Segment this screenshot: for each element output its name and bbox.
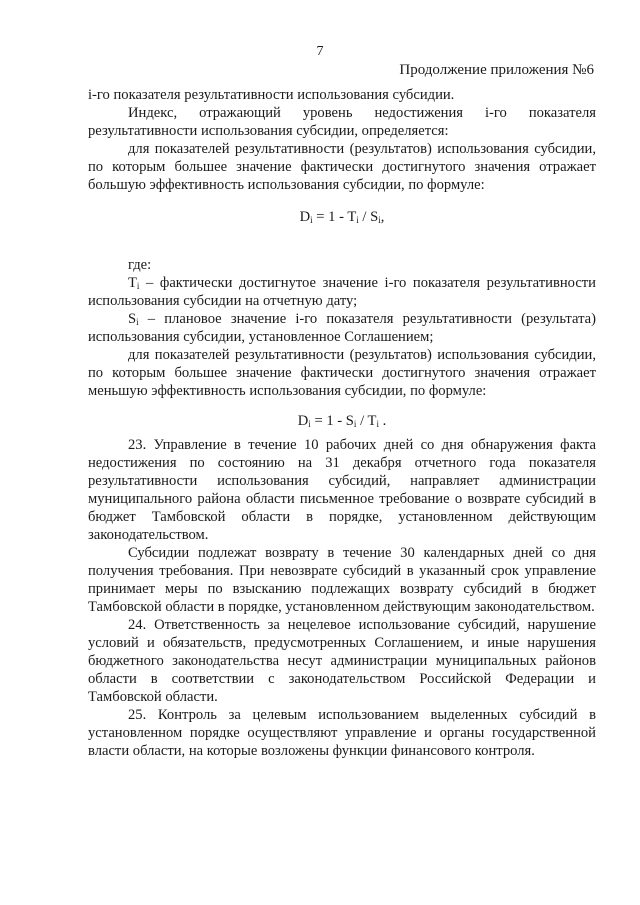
definition-ti: $T_i$ – фактически достигнутое значение i-го показателя результативности использования субсидии на отчетную дату;	[88, 275, 596, 309]
paragraph-where: где:	[128, 257, 152, 273]
definition-si: $S_i$ – плановое значение i-го показателя результативности (результата) использования субсидии, установленное Соглашением;	[88, 311, 596, 345]
clause-23-return: Субсидии подлежат возврату в течение 30 календарных дней со дня получения требования. При невозврате субсидий в указанный срок управление принимает меры по взысканию подлежащих возврату субсидий в бюджет Тамбовской области в порядке, установленном действующим законодательством.	[88, 545, 596, 615]
formula-2: $D_i = 1 - S_i / T_i$ .	[297, 413, 387, 429]
paragraph-case-lesser: для показателей результативности (результатов) использования субсидии, по которым большее значение фактически достигнутого значения отражает меньшую эффективность использования субсидии, по формуле:	[88, 347, 596, 399]
paragraph-case-greater: для показателей результативности (результатов) использования субсидии, по которым большее значение фактически достигнутого значения отражает большую эффективность использования субсидии, по формуле:	[88, 141, 596, 193]
page-number: 7	[316, 44, 324, 59]
appendix-label: Продолжение приложения №6	[399, 62, 594, 78]
clause-23: 23. Управление в течение 10 рабочих дней со дня обнаружения факта недостижения по состоянию на 31 декабря отчетного года показателя результативности использования субсидий, направляет администрации муниципального района области письменное требование о возврате субсидий в бюджет Тамбовской области в порядке, установленном действующим законодательством.	[88, 437, 596, 543]
paragraph-index-definition: Индекс, отражающий уровень недостижения i-го показателя результативности использования субсидии, определяется:	[88, 105, 596, 139]
clause-24: 24. Ответственность за нецелевое использование субсидий, нарушение условий и обязательств, предусмотренных Соглашением, и иные нарушения бюджетного законодательства несут администрации муниципальных районов области в соответствии с законодательством Российской Федерации и Тамбовской области.	[88, 617, 596, 705]
document-body	[88, 86, 596, 760]
paragraph-continuation: i-го показателя результативности использования субсидии.	[88, 87, 455, 103]
clause-25: 25. Контроль за целевым использованием выделенных субсидий в установленном порядке осуществляют управление и органы государственной власти области, на которые возложены функции финансового контроля.	[88, 707, 596, 759]
formula-1: $D_i = 1 - T_i / S_i$,	[299, 209, 385, 225]
